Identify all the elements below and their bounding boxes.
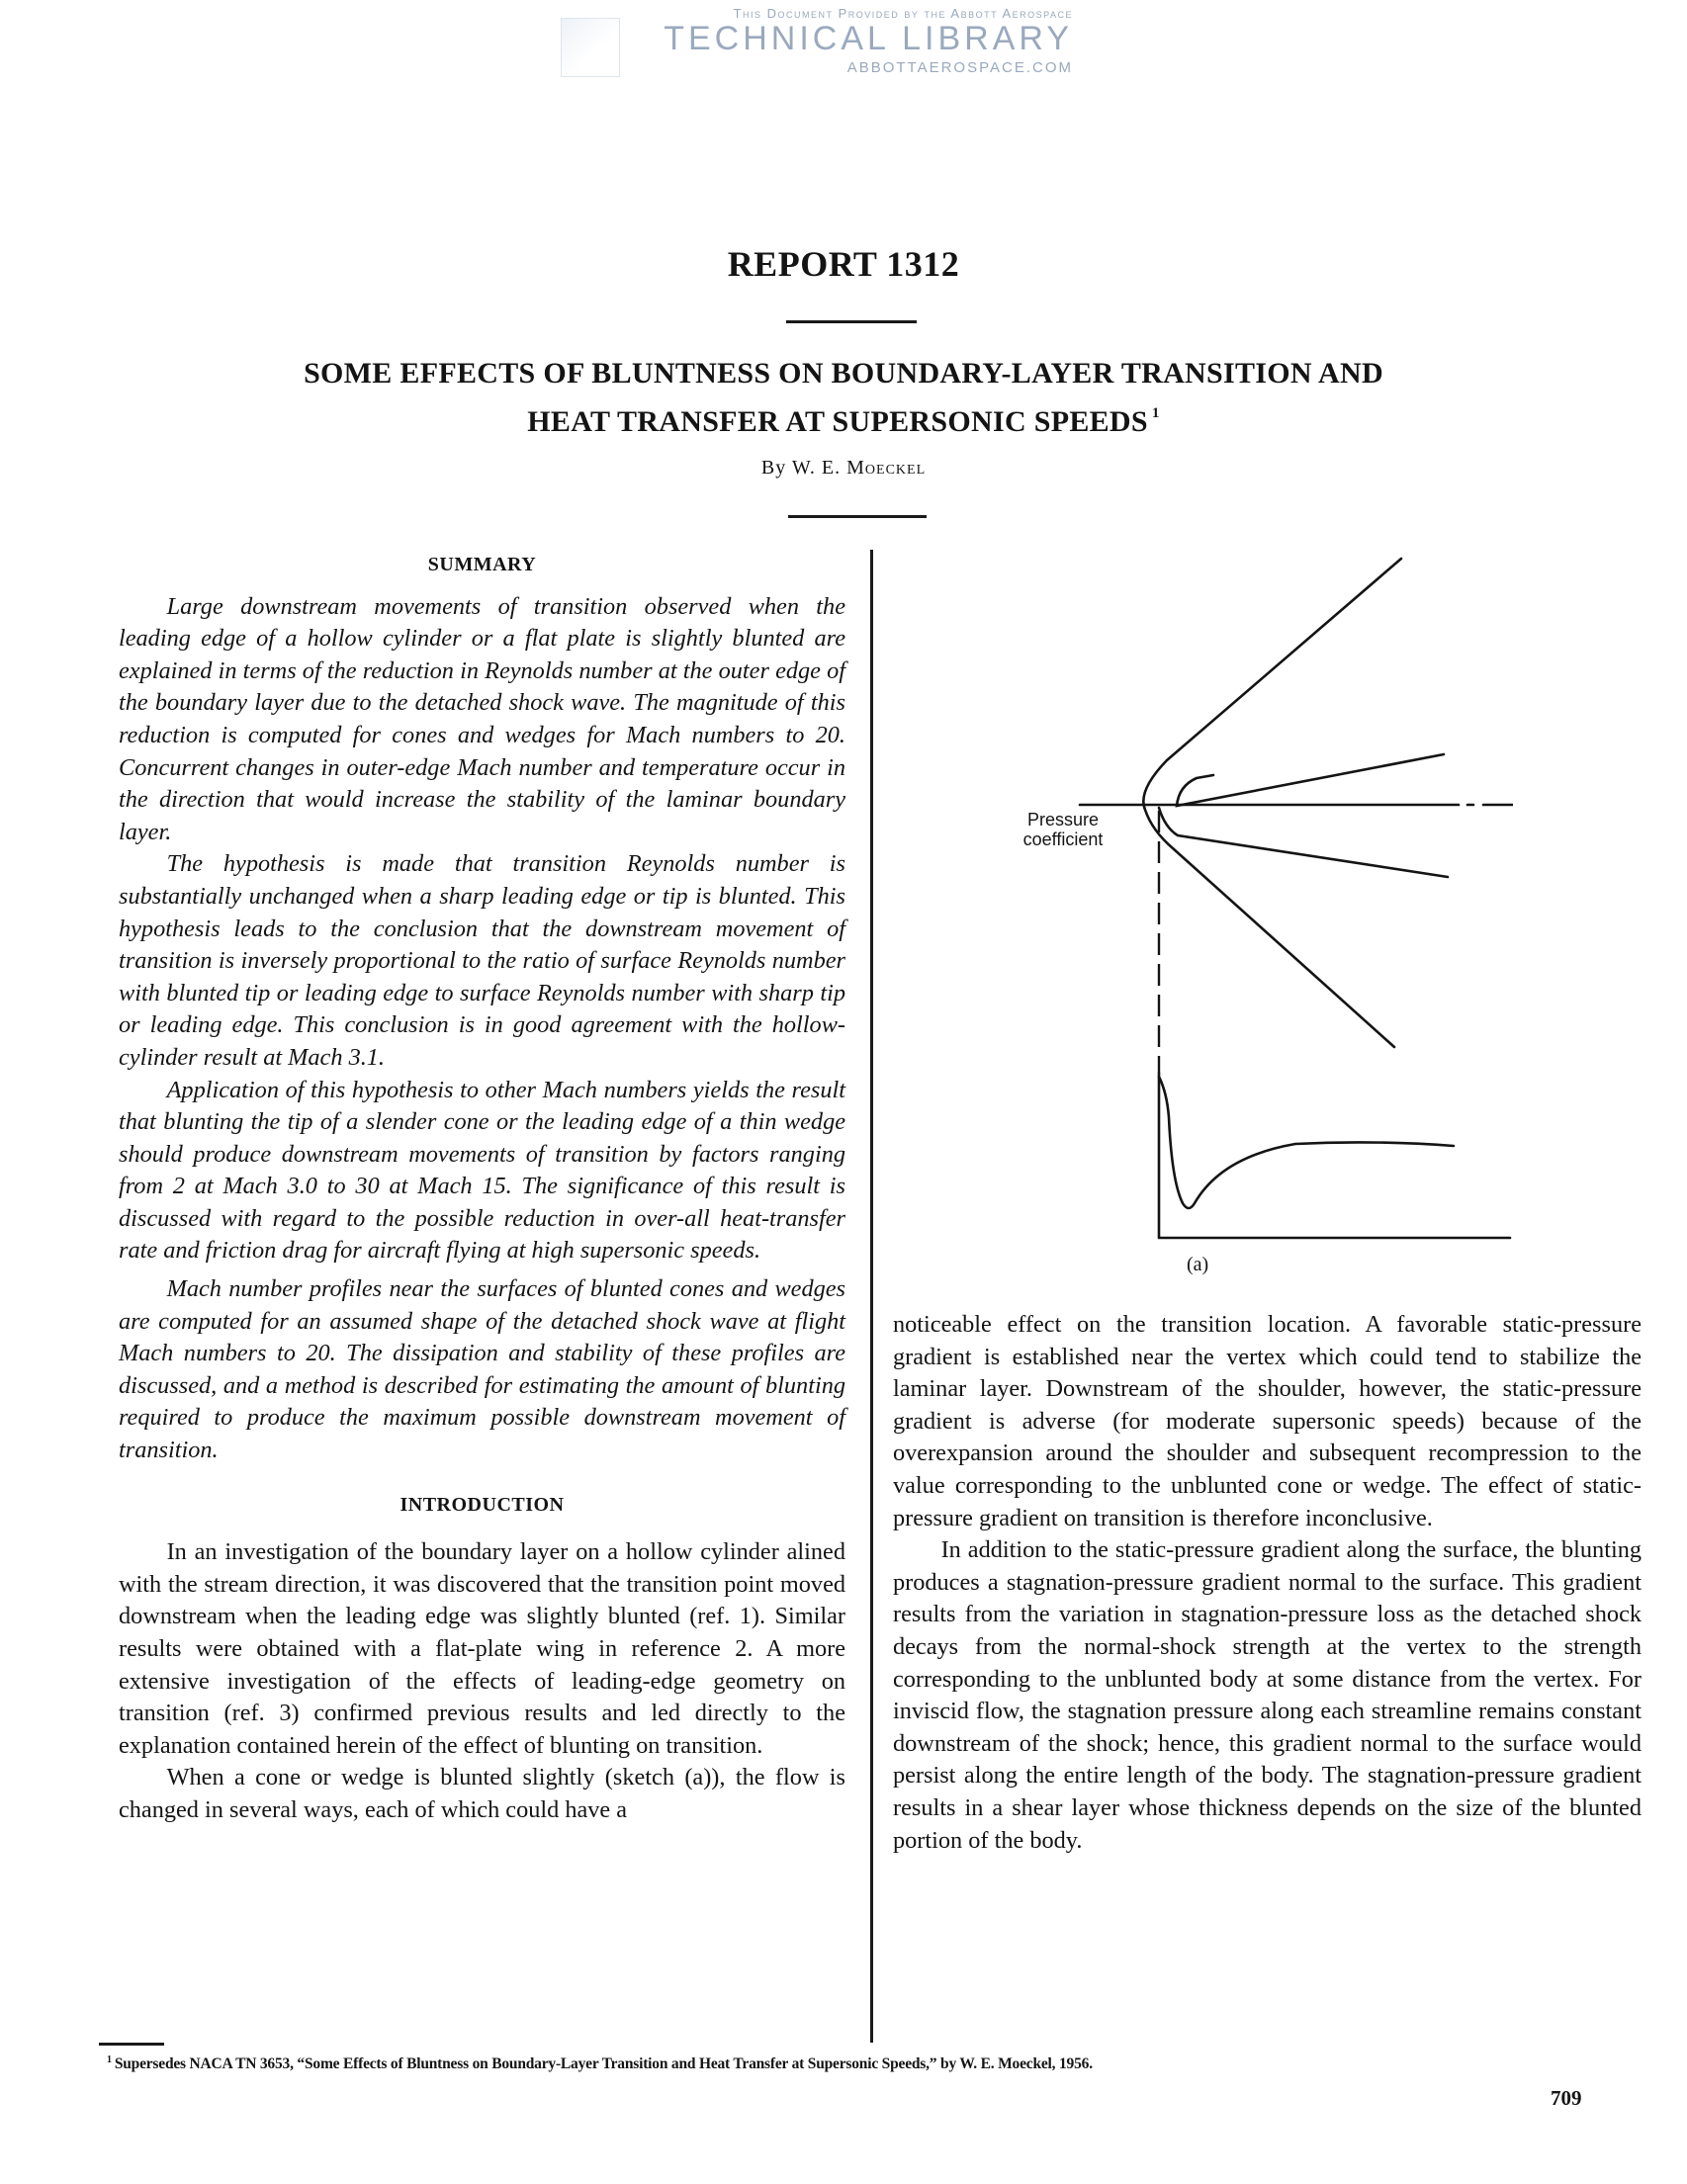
pressure-coefficient-curve	[1159, 1077, 1454, 1208]
summary-paragraph-1: Large downstream movements of transition observed when the leading edge of a hollow cylinder or a flat plate is slightly blunted are explained in terms of the reduction in Reynolds number at the outer edge of the boundary layer due to the detached shock wave. The magnitude of this reduction is computed for cones and wedges for Mach numbers to 20. Concurrent changes in outer-edge Mach number and temperature occur in the direction that would increase the stability of the laminar boundary layer.	[119, 592, 845, 845]
pressure-coefficient-label	[1009, 810, 1117, 849]
paper-title-line-2	[0, 393, 1687, 442]
column-divider	[870, 550, 873, 2043]
title-footnote-marker: 1	[1151, 405, 1160, 421]
introduction-paragraph-2: When a cone or wedge is blunted slightly (sketch (a)), the flow is changed in several ways, each of which could have a	[119, 1764, 845, 1823]
right-paragraph-1: noticeable effect on the transition location. A favorable static-pressure gradient is established near the vertex which could tend to stabilize the laminar layer. Downstream of the shoulder, however, the static-pressure gradient is adverse (for moderate supersonic speeds) because of the overexpansion around the shoulder and subsequent recompression to the value corresponding to the unblunted cone or wedge. The effect of static-pressure gradient on transition is therefore inconclusive.	[893, 1311, 1642, 1531]
footnote-marker: 1	[107, 2054, 112, 2065]
footnote	[107, 2054, 1590, 2073]
shock-wave-line	[1143, 559, 1401, 1047]
blunted-body-shock-diagram	[999, 549, 1513, 1241]
footnote-rule	[99, 2043, 164, 2046]
author-surname: Moeckel	[846, 457, 927, 479]
y-axis-label-line-2: coefficient	[1022, 830, 1104, 849]
figure-caption: (a)	[1187, 1254, 1209, 1275]
y-axis-label-line-1: Pressure	[1026, 810, 1100, 830]
title-text-2: HEAT TRANSFER AT SUPERSONIC SPEEDS	[527, 405, 1148, 438]
body-lower-surface	[1159, 808, 1448, 877]
pressure-plot-axes	[1159, 1073, 1510, 1238]
watermark-library-title: TECHNICAL LIBRARY	[664, 20, 1073, 57]
introduction-paragraph-1: In an investigation of the boundary layer on a hollow cylinder alined with the stream direction, it was discovered that the transition point moved downstream when the leading edge was slightly blunted (ref. 1). Similar results were obtained with a flat-plate wing in reference 2. A more extensive investigation of the effects of leading-edge geometry on transition (ref. 3) confirmed previous results and led directly to the explanation contained herein of the effect of blunting on transition.	[119, 1538, 845, 1759]
summary-heading: SUMMARY	[427, 554, 537, 575]
left-column	[119, 549, 845, 1827]
title-text-1: SOME EFFECTS OF BLUNTNESS ON BOUNDARY-LAYER TRANSITION AND	[304, 357, 1383, 390]
byline	[0, 457, 1687, 480]
footnote-text: Supersedes NACA TN 3653, “Some Effects of Bluntness on Boundary-Layer Transition and Heat Transfer at Supersonic Speeds,” by W. E. Moeckel, 1956.	[114, 2055, 1093, 2072]
sketch-a-figure	[999, 549, 1513, 1241]
paper-title-line-1	[0, 354, 1687, 393]
watermark-banner	[569, 6, 1083, 83]
report-number: REPORT 1312	[727, 244, 960, 284]
watermark-provider-text: This Document Provided by the Abbott Aerospace	[733, 6, 1073, 21]
byline-prefix: By	[760, 457, 787, 479]
page-number: 709	[1551, 2086, 1582, 2110]
right-column	[893, 1309, 1642, 1857]
summary-paragraph-4: Mach number profiles near the surfaces of blunted cones and wedges are computed for an assumed shape of the detached shock wave at flight Mach numbers to 20. The dissipation and stability of these profiles are discussed, and a method is described for estimating the amount of blunting required to produce the maximum possible downstream movement of transition.	[119, 1275, 845, 1464]
header-rule-top	[786, 320, 917, 323]
author-initials: W. E.	[791, 457, 842, 479]
body-upper-surface	[1177, 754, 1444, 806]
summary-paragraph-2: The hypothesis is made that transition Reynolds number is substantially unchanged when a sharp leading edge or tip is blunted. This hypothesis leads to the conclusion that the downstream movement of transition is inversely proportional to the ratio of surface Reynolds number with blunted tip or leading edge to surface Reynolds number with sharp tip or leading edge. This conclusion is in good agreement with the hollow-cylinder result at Mach 3.1.	[119, 850, 845, 1071]
right-paragraph-2: In addition to the static-pressure gradient along the surface, the blunting produces a stagnation-pressure gradient normal to the surface. This gradient results from the variation in stagnation-pressure loss as the detached shock decays from the normal-shock strength at the vertex to the strength corresponding to the unblunted body at some distance from the vertex. For inviscid flow, the stagnation pressure along each streamline remains constant downstream of the shock; hence, this gradient normal to the surface would persist along the entire length of the body. The stagnation-pressure gradient results in a shear layer whose thickness depends on the size of the blunted portion of the body.	[893, 1536, 1642, 1854]
summary-paragraph-3: Application of this hypothesis to other Mach numbers yields the result that blunting the tip of a slender cone or the leading edge of a thin wedge should produce downstream movements of transition by factors ranging from 2 at Mach 3.0 to 30 at Mach 15. The significance of this result is discussed with regard to the possible reduction in over-all heat-transfer rate and friction drag for aircraft flying at high supersonic speeds.	[119, 1076, 845, 1265]
header-rule-bottom	[788, 515, 927, 518]
watermark-url: ABBOTTAEROSPACE.COM	[846, 59, 1073, 76]
introduction-heading: INTRODUCTION	[400, 1493, 565, 1516]
